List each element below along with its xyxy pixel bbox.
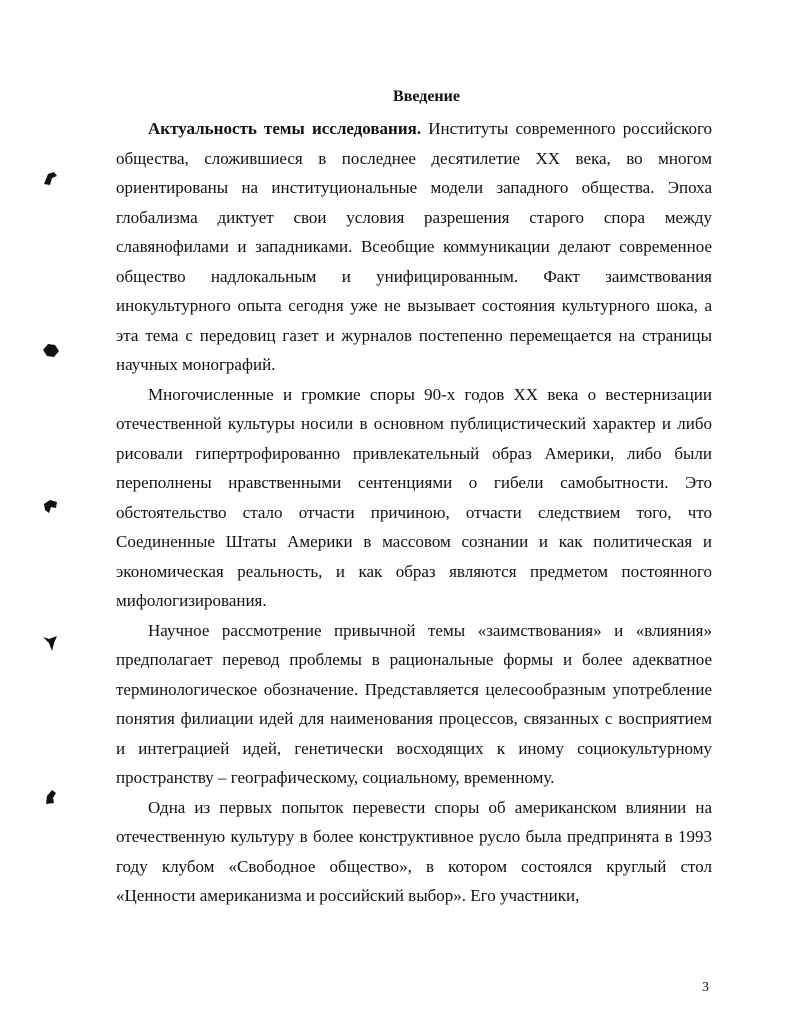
paragraph-2	[116, 380, 712, 616]
page-title: Введение	[393, 88, 460, 105]
paragraph-3	[116, 616, 712, 793]
scan-mark-icon	[40, 496, 62, 518]
paragraph-text: Научное рассмотрение привычной темы «заимствования» и «влияния» предполагает перевод проблемы в рациональные формы и более адекватное терминологическое обозначение. Представляется целесообразным употребление понятия филиации идей для наименования процессов, связанных с восприятием и интеграцией идей, генетически восходящих к иному социокультурному пространству – географическому, социальному, временному.	[116, 620, 712, 787]
paragraph-text: Одна из первых попыток перевести споры об американском влиянии на отечественную культуру в более конструктивное русло была предпринята в 1993 году клубом «Свободное общество», в котором состоялся круглый стол «Ценности американизма и российский выбор». Его участники,	[116, 797, 712, 905]
page-number: 3	[702, 980, 709, 995]
paragraph-text: Многочисленные и громкие споры 90-х годов XX века о вестернизации отечественной культуры носили в основном публицистический характер и либо рисовали гипертрофированно привлекательный образ Америки, либо были переполнены нравственными сентенциями о гибели самобытности. Это обстоятельство стало отчасти причиною, отчасти следствием того, что Соединенные Штаты Америки в массовом сознании и как политическая и экономическая реальность, и как образ являются предметом постоянного мифологизирования.	[116, 384, 712, 610]
body-text	[116, 114, 712, 911]
paragraph-lead: Актуальность темы исследования.	[148, 119, 422, 138]
scan-mark-icon	[40, 786, 62, 808]
scan-mark-icon	[40, 168, 62, 190]
scan-mark-icon	[40, 632, 62, 654]
paragraph-4	[116, 793, 712, 911]
paragraph-1	[116, 114, 712, 380]
scan-mark-icon	[40, 340, 62, 362]
paragraph-text: Институты современного российского общества, сложившиеся в последнее десятилетие XX века, во многом ориентированы на институциональные модели западного общества. Эпоха глобализма диктует свои условия разрешения старого спора между славянофилами и западниками. Всеобщие коммуникации делают современное общество надлокальным и унифицированным. Факт заимствования инокультурного опыта сегодня уже не вызывает состояния культурного шока, а эта тема с передовиц газет и журналов постепенно перемещается на страницы научных монографий.	[116, 119, 713, 374]
